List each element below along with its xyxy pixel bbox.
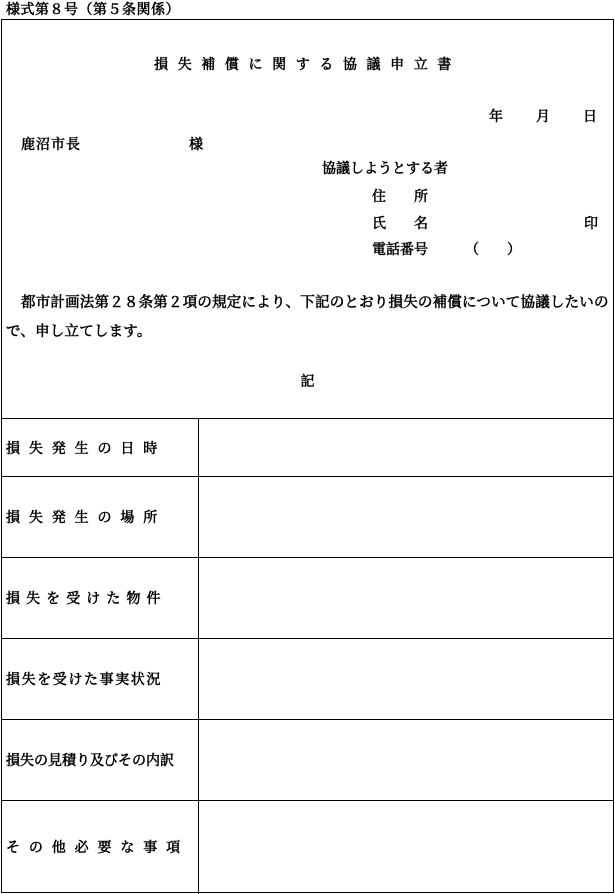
- row-value-cell[interactable]: [199, 801, 615, 894]
- row-value-cell[interactable]: [199, 558, 615, 639]
- application-statement: 都市計画法第２８条第２項の規定により、下記のとおり損失の補償について協議したいので、申し立てします。: [6, 295, 609, 340]
- row-value-cell[interactable]: [199, 639, 615, 720]
- row-label: 損失を受けた事実状況: [1, 639, 199, 720]
- table-row: [1, 801, 614, 894]
- date-year-label: 年: [489, 109, 503, 125]
- table-row: [1, 720, 614, 801]
- seal-mark: 印: [584, 216, 598, 232]
- row-label: 損 失 発 生 の 日 時: [1, 419, 199, 477]
- document-title: 損失補償に関する協議申立書: [154, 57, 461, 73]
- row-value-cell[interactable]: [199, 419, 615, 477]
- row-value-cell[interactable]: [199, 720, 615, 801]
- row-label: 損 失 を 受 け た 物 件: [1, 558, 199, 639]
- row-value-cell[interactable]: [199, 477, 615, 558]
- table-row: [1, 558, 614, 639]
- table-row: [1, 477, 614, 558]
- row-label: そ の 他 必 要 な 事 項: [1, 801, 199, 894]
- table-row: [1, 639, 614, 720]
- name-label: 氏 名: [372, 216, 428, 232]
- honorific: 様: [189, 137, 203, 153]
- table-row: [1, 419, 614, 477]
- date-day-label: 日: [583, 109, 597, 125]
- row-label: 損 失 発 生 の 場 所: [1, 477, 199, 558]
- addressee: 鹿沼市長: [21, 137, 81, 153]
- ki-heading: 記: [300, 374, 315, 390]
- phone-parentheses: （ ）: [465, 242, 521, 258]
- form-number-label: 様式第８号（第５条関係）: [6, 2, 180, 18]
- row-label: 損失の見積り及びその内訳: [1, 720, 199, 801]
- details-table: [1, 418, 614, 894]
- applicant-heading: 協議しようとする者: [322, 161, 448, 177]
- address-label: 住 所: [372, 189, 428, 205]
- date-month-label: 月: [536, 109, 550, 125]
- phone-label: 電話番号: [372, 242, 428, 258]
